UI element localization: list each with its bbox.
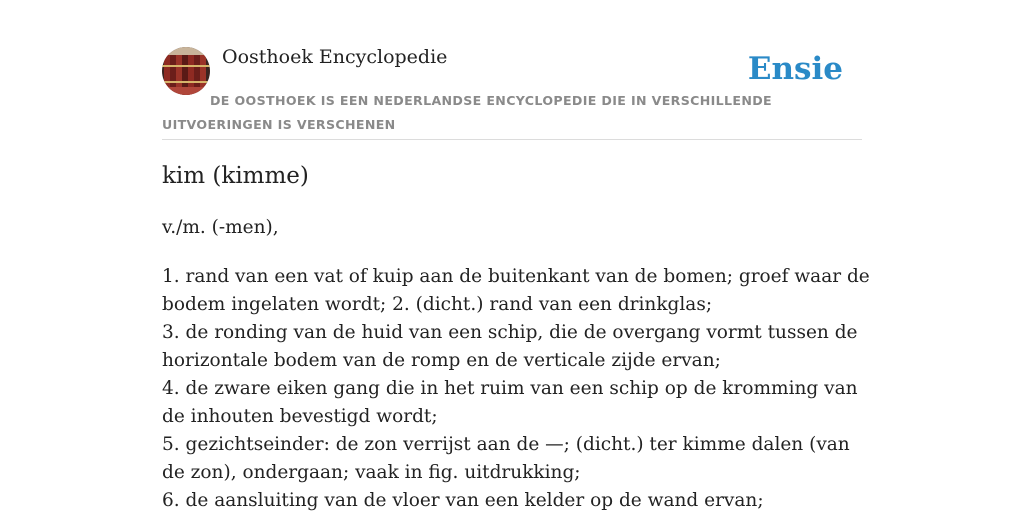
definition-item: 3. de ronding van de huid van een schip, die de overgang vormt tussen de horizontale bodem van de romp en de verticale zijde ervan; bbox=[162, 322, 858, 371]
definition-item: 5. gezichtseinder: de zon verrijst aan de —; (dicht.) ter kimme dalen (van de zon), ondergaan; vaak in fig. uitdrukking; bbox=[162, 434, 850, 483]
definition-item: 1. rand van een vat of kuip aan de buitenkant van de bomen; groef waar de bodem ingelaten wordt; 2. (dicht.) rand van een drinkglas; bbox=[162, 266, 870, 315]
page bbox=[162, 0, 870, 512]
brand-logo[interactable]: Ensie bbox=[747, 51, 843, 87]
definition-item: 4. de zware eiken gang die in het ruim van een schip op de kromming van de inhouten bevestigd wordt; bbox=[162, 378, 858, 427]
definition-item: 6. de aansluiting van de vloer van een kelder op de wand ervan; bbox=[162, 490, 764, 511]
site-title[interactable]: Oosthoek Encyclopedie bbox=[222, 46, 448, 68]
entry-title: kim (kimme) bbox=[162, 163, 309, 189]
site-subtitle: DE OOSTHOEK IS EEN NEDERLANDSE ENCYCLOPEDIE DIE IN VERSCHILLENDE UITVOERINGEN IS VERSCHENEN bbox=[162, 93, 773, 132]
site-header bbox=[162, 0, 862, 140]
books-icon[interactable] bbox=[162, 47, 210, 95]
entry-grammar: v./m. (-men), bbox=[162, 217, 279, 238]
definition-list bbox=[162, 263, 872, 512]
